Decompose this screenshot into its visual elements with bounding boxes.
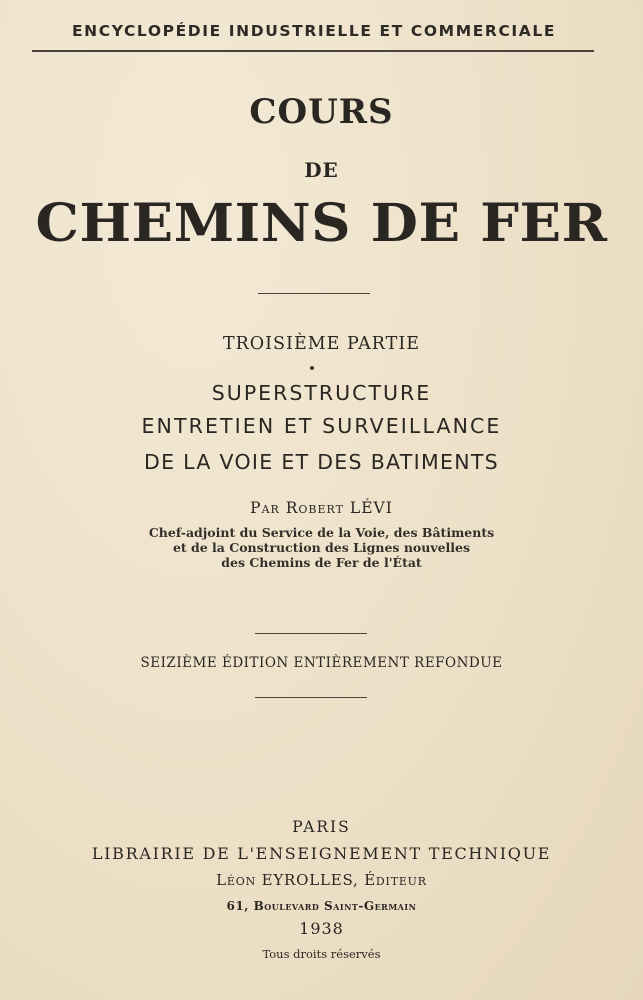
title-line-2: DE — [304, 158, 339, 182]
series-title: ENCYCLOPÉDIE INDUSTRIELLE ET COMMERCIALE — [71, 22, 557, 40]
divider-rule-2 — [255, 633, 367, 634]
main-title: CHEMINS DE FER — [35, 193, 608, 254]
author-affiliation-1: Chef-adjoint du Service de la Voie, des Bâtiments — [148, 525, 495, 540]
author-line — [0, 499, 643, 517]
divider-rule-1 — [258, 293, 370, 294]
rights-notice: Tous droits réservés — [262, 947, 381, 961]
author-name: LÉVI — [349, 499, 393, 517]
part-label: TROISIÈME PARTIE — [222, 334, 421, 354]
edition-note: SEIZIÈME ÉDITION ENTIÈREMENT REFONDUE — [140, 655, 503, 671]
title-line-1: COURS — [249, 92, 394, 132]
publication-year: 1938 — [299, 919, 344, 938]
divider-rule-3 — [255, 697, 367, 698]
subtitle-line-3: DE LA VOIE ET DES BATIMENTS — [144, 450, 499, 474]
publisher-editor — [0, 871, 643, 889]
editor-name: Léon EYROLLES, — [216, 871, 359, 889]
publisher-house: LIBRAIRIE DE L'ENSEIGNEMENT TECHNIQUE — [91, 844, 552, 863]
editor-role: Éditeur — [364, 871, 427, 889]
subtitle-line-1: SUPERSTRUCTURE — [211, 381, 432, 405]
ornament-dot — [310, 366, 314, 370]
author-affiliation-2: et de la Construction des Lignes nouvelles — [172, 540, 471, 555]
author-affiliation-3: des Chemins de Fer de l'État — [221, 555, 422, 570]
subtitle-line-2: ENTRETIEN ET SURVEILLANCE — [141, 414, 502, 438]
publisher-city: PARIS — [292, 818, 351, 836]
author-prefix: Par Robert — [250, 499, 344, 517]
publisher-address: 61, Boulevard Saint-Germain — [226, 899, 417, 913]
series-rule — [32, 50, 594, 52]
